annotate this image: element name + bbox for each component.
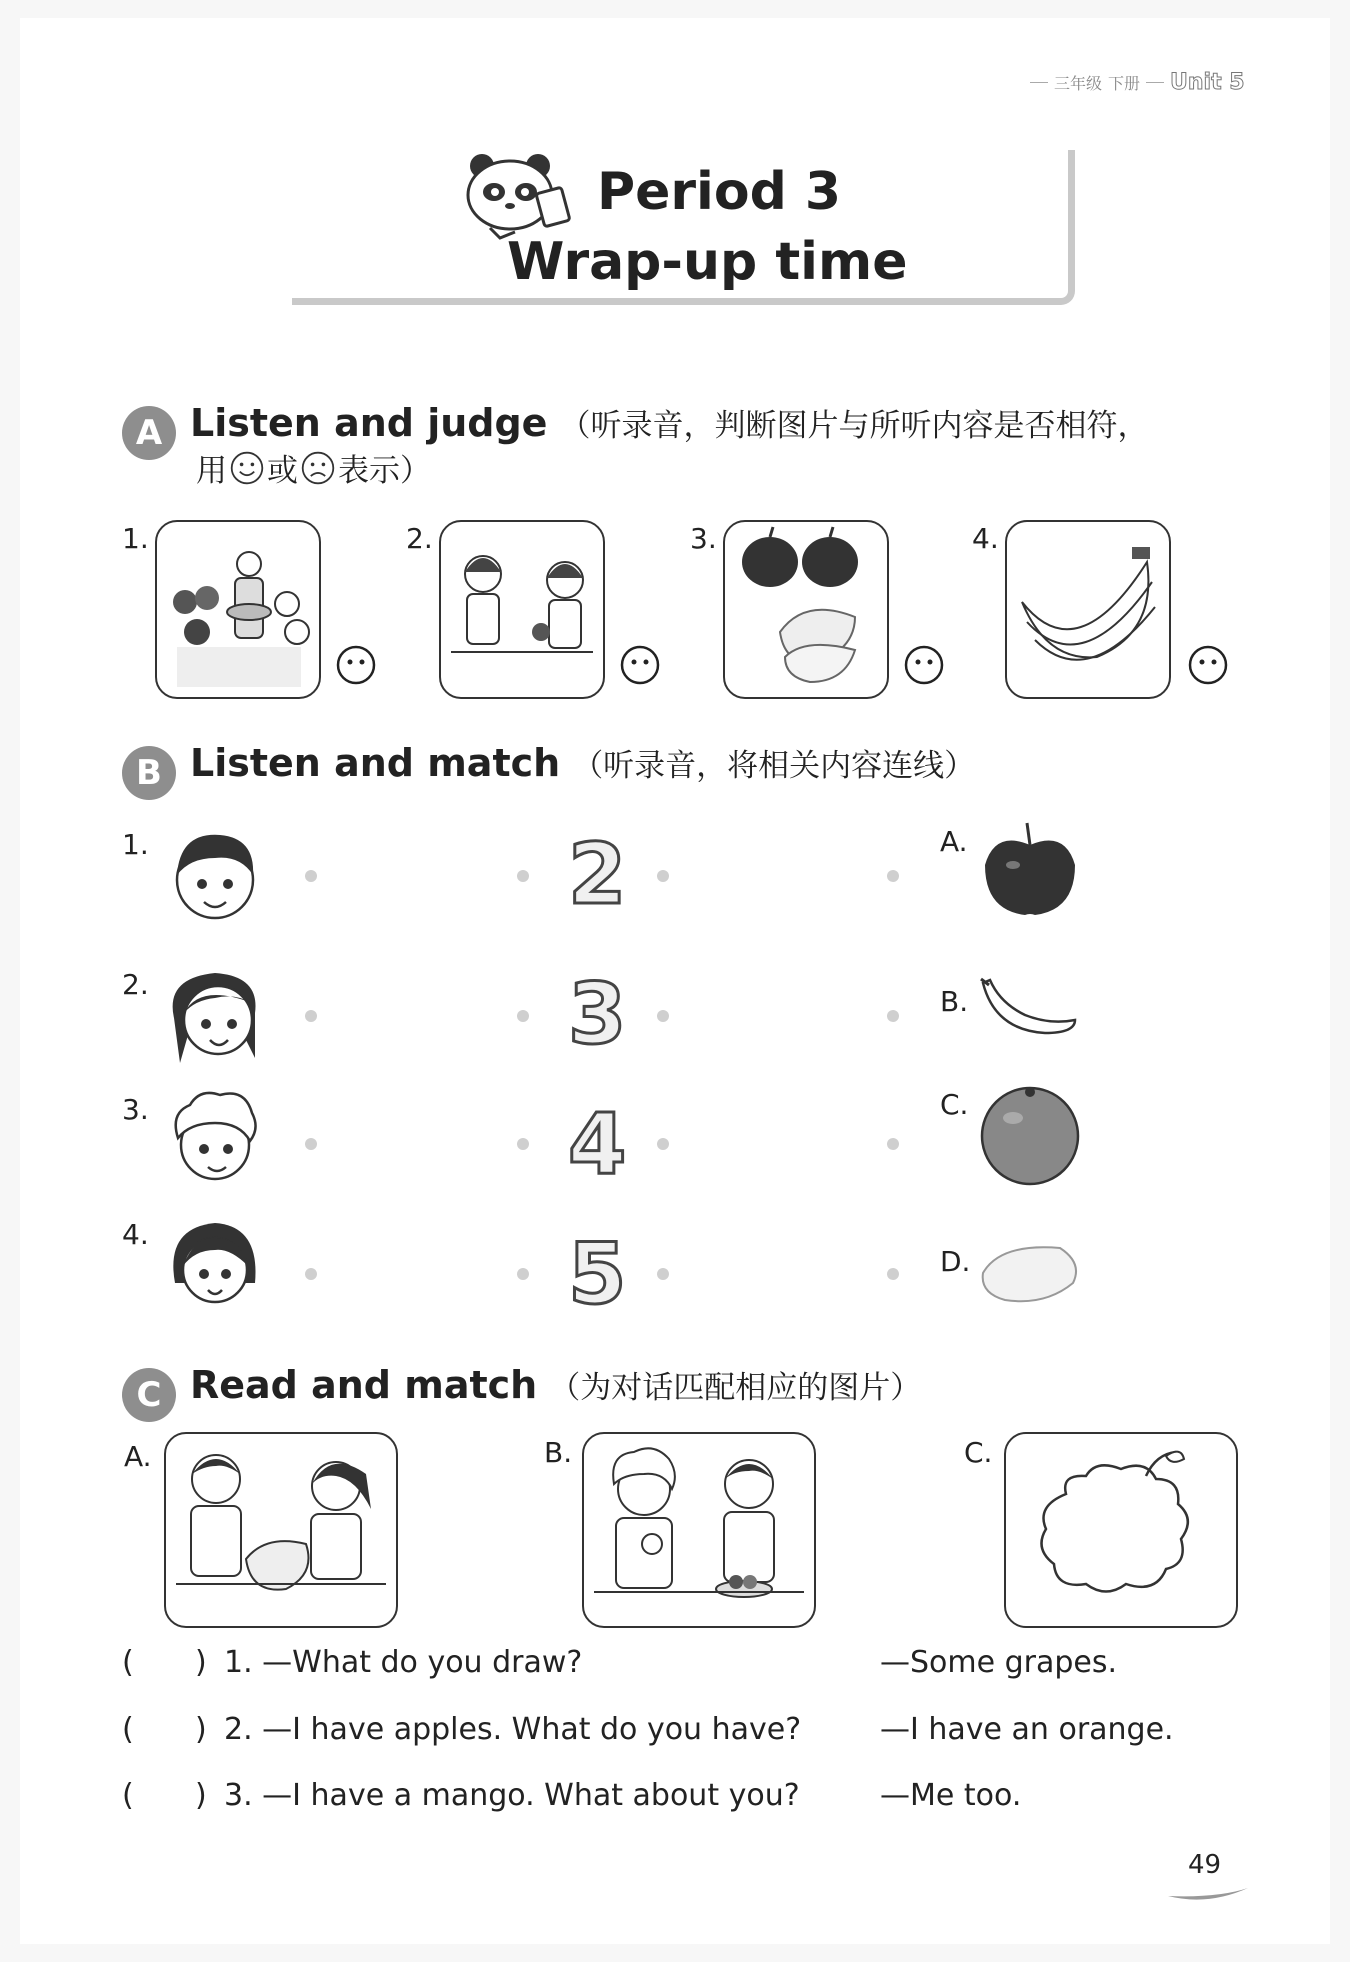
big-number: 5 [568,1225,627,1323]
section-a-header [122,398,1148,452]
banana-icon [975,975,1085,1045]
section-a-instruction-line2 [196,445,431,490]
instruction-text: 用 [196,453,227,489]
c-picture-letter: B. [544,1436,573,1469]
section-b-title: Listen and match [190,741,561,785]
section-a-instruction: （听录音，判断图片与所听内容是否相符， [559,408,1149,444]
b-person-number: 3. [122,1093,149,1126]
section-c-instruction: （为对话匹配相应的图片） [549,1370,922,1406]
term-label: 下册 [1108,74,1141,93]
mango-icon [975,1238,1085,1308]
fruit-letter: D. [940,1245,971,1278]
big-number: 3 [568,965,627,1063]
divider [1030,82,1048,83]
answer-blank[interactable] [140,1645,190,1683]
girl-face-icon [160,958,270,1068]
boy-face-icon [160,820,270,930]
a-item-number: 1. [122,522,149,555]
match-dot[interactable] [305,870,317,882]
happy-face-icon[interactable] [904,645,944,685]
match-dot[interactable] [657,1268,669,1280]
answer-paren-close: ) [195,1778,207,1813]
happy-face-icon [229,450,265,486]
c-picture-letter: C. [964,1436,993,1469]
dialog-answer: —Me too. [880,1778,1022,1813]
section-a-badge: A [122,406,176,460]
c-picture-c [1004,1432,1238,1628]
match-dot[interactable] [887,1268,899,1280]
dialog-answer: —Some grapes. [880,1645,1118,1680]
a-item-number: 3. [690,522,717,555]
a-picture-girls [439,520,605,699]
fruit-letter: A. [940,825,968,858]
answer-paren-close: ) [195,1645,207,1680]
b-person-number: 1. [122,828,149,861]
page-number: 49 [1188,1850,1222,1880]
section-b-instruction: （听录音，将相关内容连线） [572,748,976,784]
match-dot[interactable] [517,1138,529,1150]
answer-paren-open: ( [122,1712,134,1747]
title-block [292,150,1072,302]
a-picture-apples-mangoes [723,520,889,699]
c-picture-letter: A. [124,1440,152,1473]
dialog-question: 3. —I have a mango. What about you? [224,1778,800,1813]
fruit-letter: B. [940,985,969,1018]
match-dot[interactable] [517,870,529,882]
a-picture-bananas [1005,520,1171,699]
answer-paren-open: ( [122,1645,134,1680]
section-c-header [122,1360,921,1414]
a-item-number: 2. [406,522,433,555]
match-dot[interactable] [887,1010,899,1022]
a-picture-party [155,520,321,699]
page-title: Wrap-up time [507,232,908,292]
curly-hair-kid-icon [160,1083,270,1193]
unit-header [1030,70,1245,95]
big-number: 4 [568,1095,627,1193]
instruction-text: 表示） [338,453,431,489]
answer-blank[interactable] [140,1712,190,1750]
section-c-badge: C [122,1368,176,1422]
b-person-number: 4. [122,1218,149,1251]
period-title: Period 3 [597,162,842,222]
match-dot[interactable] [305,1138,317,1150]
match-dot[interactable] [657,870,669,882]
answer-paren-close: ) [195,1712,207,1747]
instruction-text: 或 [267,453,298,489]
divider [1146,82,1164,83]
grade-label: 三年级 [1054,74,1103,93]
happy-face-icon[interactable] [336,645,376,685]
a-item-number: 4. [972,522,999,555]
orange-icon [975,1078,1085,1188]
match-dot[interactable] [887,1138,899,1150]
match-dot[interactable] [305,1010,317,1022]
dialog-answer: —I have an orange. [880,1712,1174,1747]
match-dot[interactable] [657,1010,669,1022]
dialog-question: 1. —What do you draw? [224,1645,583,1680]
happy-face-icon[interactable] [1188,645,1228,685]
section-c-title: Read and match [190,1363,538,1407]
sad-face-icon [300,450,336,486]
match-dot[interactable] [517,1010,529,1022]
section-b-header [122,738,975,792]
page-swoosh-icon [1168,1884,1248,1904]
match-dot[interactable] [305,1268,317,1280]
section-a-title: Listen and judge [190,401,548,445]
answer-paren-open: ( [122,1778,134,1813]
match-dot[interactable] [657,1138,669,1150]
c-picture-b [582,1432,816,1628]
fruit-letter: C. [940,1088,969,1121]
big-number: 2 [568,825,627,923]
match-dot[interactable] [517,1268,529,1280]
unit-label: Unit 5 [1170,70,1245,95]
match-dot[interactable] [887,870,899,882]
short-hair-girl-icon [160,1208,270,1318]
section-b-badge: B [122,746,176,800]
dialog-question: 2. —I have apples. What do you have? [224,1712,802,1747]
answer-blank[interactable] [140,1778,190,1816]
panda-icon [460,150,575,240]
c-picture-a [164,1432,398,1628]
happy-face-icon[interactable] [620,645,660,685]
b-person-number: 2. [122,968,149,1001]
apple-icon [975,815,1085,925]
